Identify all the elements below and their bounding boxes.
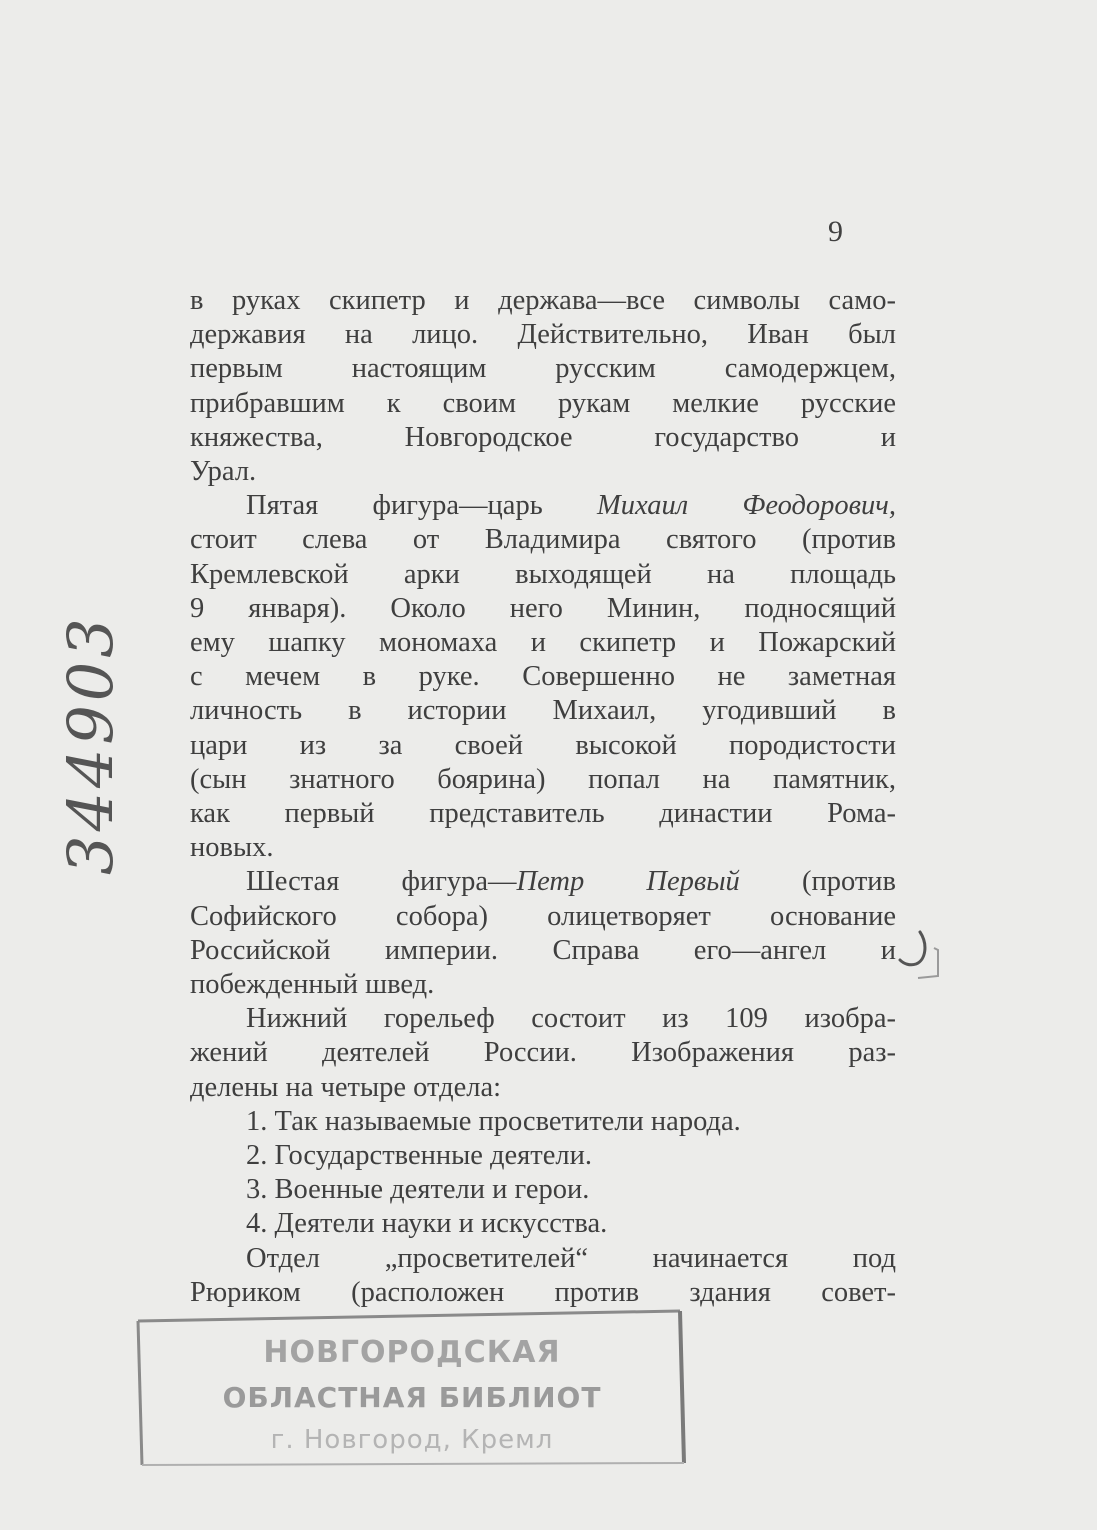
emphasis-name: Михаил Феодорович, bbox=[596, 490, 896, 522]
text-line: Нижний горельеф состоит из 109 изобра- bbox=[246, 1003, 896, 1035]
stamp-line: ОБЛАСТНАЯ БИБЛИОТ bbox=[222, 1381, 602, 1414]
svg-text:344903: 344903 bbox=[54, 614, 127, 875]
paragraph-5 bbox=[190, 1242, 896, 1310]
text-line: побежденный швед. bbox=[190, 969, 435, 1001]
text-run: (против bbox=[739, 866, 897, 898]
text-line: первым настоящим русским самодержцем, bbox=[190, 353, 896, 385]
text-line bbox=[190, 489, 896, 523]
library-stamp bbox=[132, 1305, 692, 1470]
text-line: личность в истории Михаил, угодивший в bbox=[190, 695, 896, 727]
list-item: 2. Государственные деятели. bbox=[246, 1140, 592, 1172]
text-line: прибравшим к своим рукам мелкие русские bbox=[190, 387, 896, 419]
text-line: жений деятелей России. Изображения раз- bbox=[190, 1037, 896, 1069]
stamp-line: НОВГОРОДСКАЯ bbox=[263, 1335, 561, 1370]
text-line: делены на четыре отдела: bbox=[190, 1071, 502, 1103]
text-line: княжества, Новгородское государство и bbox=[190, 421, 896, 453]
text-line: как первый представитель династии Рома- bbox=[190, 798, 896, 830]
handwritten-inventory-number bbox=[52, 560, 142, 880]
text-run: Пятая фигура—царь bbox=[246, 490, 597, 522]
text-line: Урал. bbox=[190, 456, 257, 488]
text-line: Кремлевской арки выходящей на площадь bbox=[190, 558, 896, 590]
text-line: Отдел „просветителей“ начинается под bbox=[246, 1242, 896, 1274]
text-line: новых. bbox=[190, 832, 274, 864]
numbered-list bbox=[190, 1105, 896, 1242]
list-item: 3. Военные деятели и герои. bbox=[246, 1174, 590, 1206]
text-line: с мечем в руке. Совершенно не заметная bbox=[190, 661, 896, 693]
text-line: Российской империи. Справа его—ангел и bbox=[190, 934, 896, 966]
margin-pencil-mark bbox=[898, 926, 954, 986]
text-line: в руках скипетр и держава—все символы само- bbox=[190, 285, 896, 316]
emphasis-name: Петр Первый bbox=[516, 866, 740, 898]
text-line: (сын знатного боярина) попал на памятник, bbox=[190, 763, 896, 795]
list-item: 1. Так называемые просветители народа. bbox=[246, 1105, 741, 1137]
text-run: Шестая фигура— bbox=[246, 866, 517, 898]
text-line: стоит слева от Владимира святого (против bbox=[190, 524, 896, 556]
text-line: 9 января). Около него Минин, подносящий bbox=[190, 592, 896, 624]
stamp-line: г. Новгород, Кремл bbox=[270, 1425, 554, 1455]
text-line bbox=[190, 865, 896, 899]
text-line: цари из за своей высокой породистости bbox=[190, 729, 896, 761]
text-line: державия на лицо. Действительно, Иван был bbox=[190, 319, 896, 351]
text-line: Софийского собора) олицетворяет основание bbox=[190, 900, 896, 932]
text-line: ему шапку мономаха и скипетр и Пожарский bbox=[190, 627, 896, 659]
paragraph-2 bbox=[190, 489, 896, 865]
page-number: 9 bbox=[828, 215, 843, 248]
text-line: Рюриком (расположен против здания совет- bbox=[190, 1276, 896, 1308]
paragraph-3 bbox=[190, 865, 896, 1002]
paragraph-1 bbox=[190, 284, 896, 489]
list-item: 4. Деятели науки и искусства. bbox=[246, 1208, 608, 1240]
paragraph-4 bbox=[190, 1002, 896, 1105]
body-text bbox=[190, 284, 896, 1310]
